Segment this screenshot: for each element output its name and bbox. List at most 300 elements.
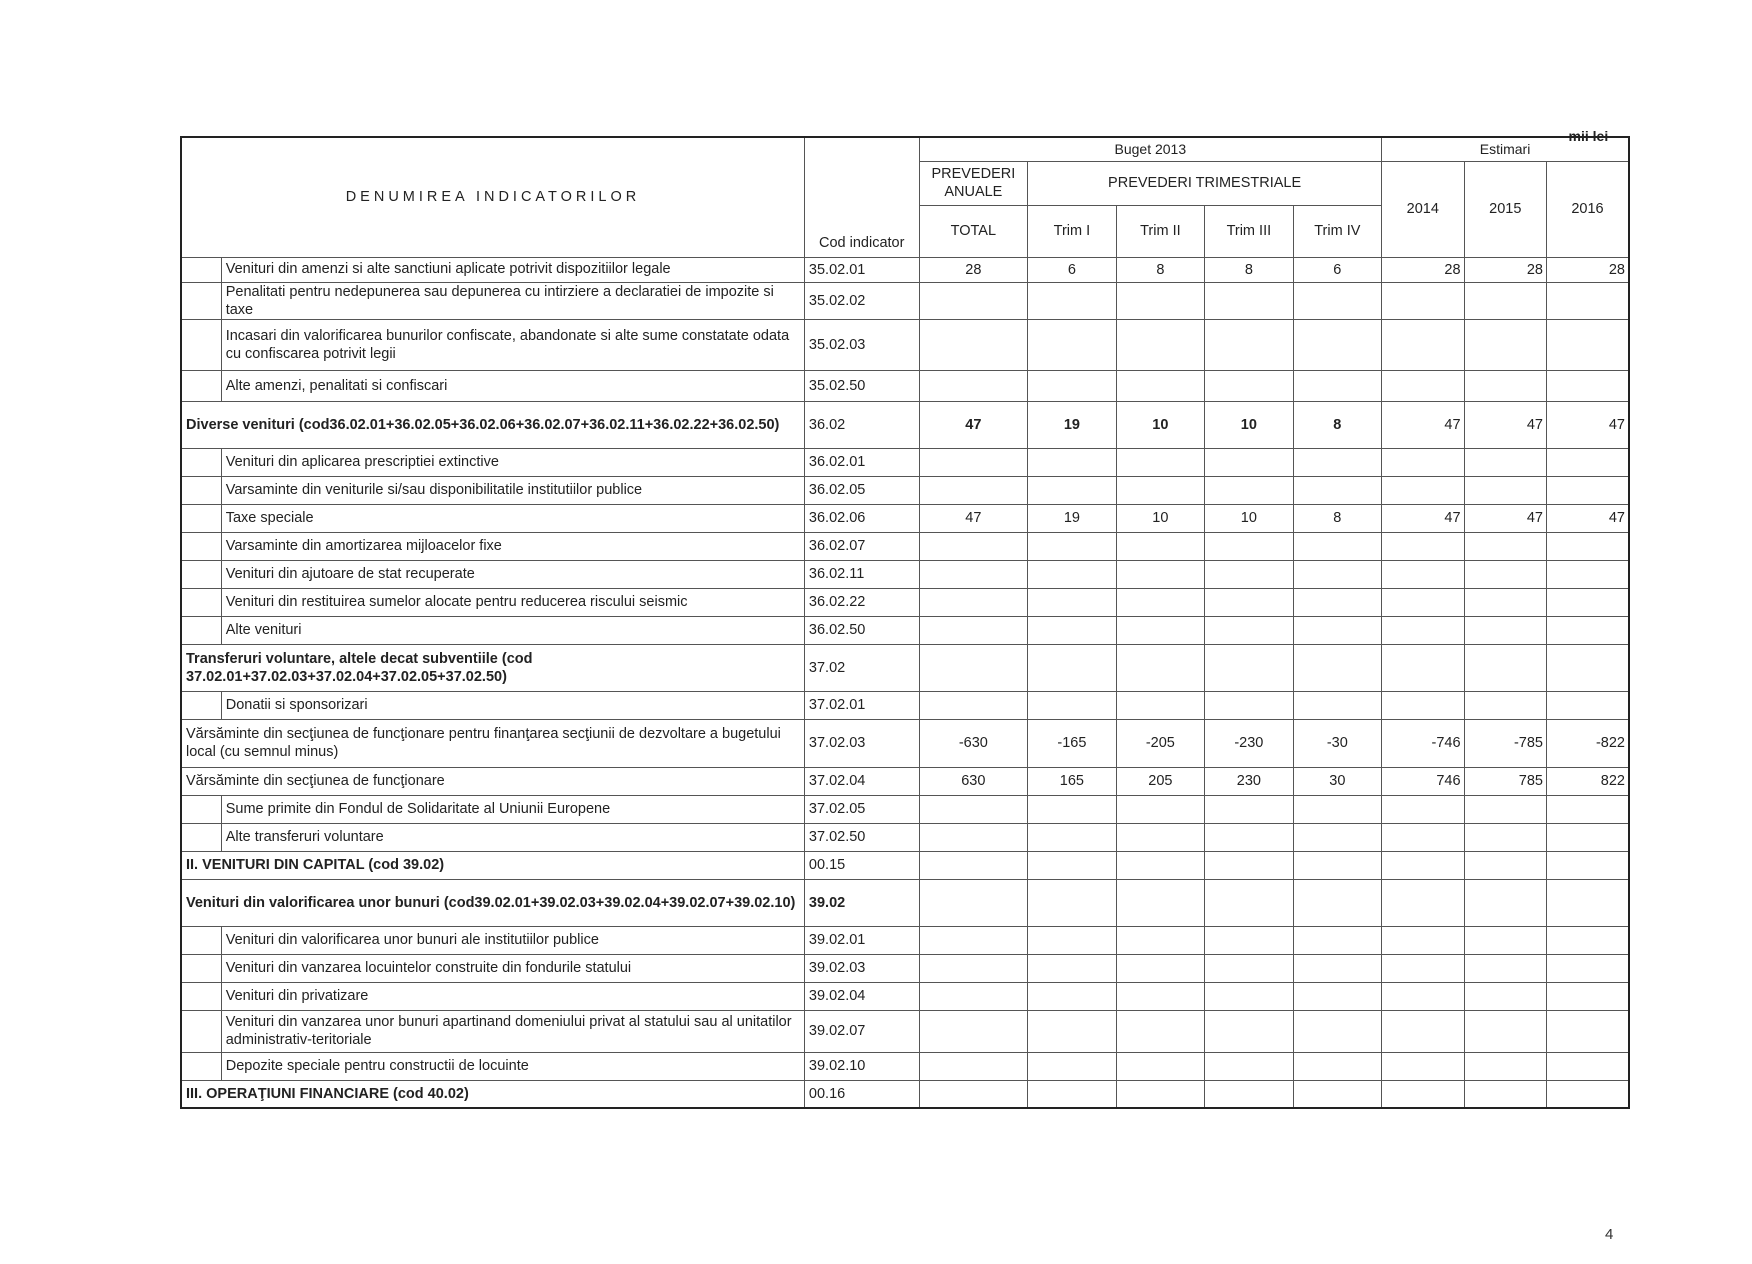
trim2-cell xyxy=(1116,954,1204,982)
indicator-name: Venituri din aplicarea prescriptiei extinctive xyxy=(221,448,804,476)
trim2-cell xyxy=(1116,1052,1204,1080)
indent-cell xyxy=(181,282,221,319)
table-row xyxy=(181,1080,1629,1108)
total-cell xyxy=(919,319,1028,370)
trim2-cell: 10 xyxy=(1116,401,1204,448)
total-cell xyxy=(919,476,1028,504)
trim3-cell xyxy=(1205,644,1293,691)
trim3-cell: -230 xyxy=(1205,719,1293,767)
trim3-cell xyxy=(1205,926,1293,954)
trim3-cell xyxy=(1205,1080,1293,1108)
trim2-cell xyxy=(1116,1080,1204,1108)
indicator-code: 39.02.04 xyxy=(804,982,919,1010)
trim1-cell xyxy=(1028,448,1116,476)
trim3-cell xyxy=(1205,954,1293,982)
trim2-cell: -205 xyxy=(1116,719,1204,767)
indent-cell xyxy=(181,795,221,823)
estimate-2015-cell xyxy=(1464,532,1546,560)
trim2-cell xyxy=(1116,823,1204,851)
indicator-name: Venituri din privatizare xyxy=(221,982,804,1010)
estimate-2014-cell xyxy=(1382,823,1464,851)
estimate-2016-cell xyxy=(1546,1080,1629,1108)
trim1-cell xyxy=(1028,926,1116,954)
table-row xyxy=(181,532,1629,560)
indicator-code: 39.02.03 xyxy=(804,954,919,982)
table-row xyxy=(181,982,1629,1010)
estimate-2015-cell xyxy=(1464,1052,1546,1080)
estimate-2014-cell xyxy=(1382,282,1464,319)
indent-cell xyxy=(181,616,221,644)
trim4-cell: -30 xyxy=(1293,719,1381,767)
indicator-code: 36.02.01 xyxy=(804,448,919,476)
indent-cell xyxy=(181,504,221,532)
indent-cell xyxy=(181,319,221,370)
table-header xyxy=(181,137,1629,257)
trim3-cell xyxy=(1205,448,1293,476)
trim4-cell xyxy=(1293,879,1381,926)
table-row xyxy=(181,588,1629,616)
trim1-cell xyxy=(1028,954,1116,982)
trim3-cell xyxy=(1205,616,1293,644)
estimate-2014-cell xyxy=(1382,448,1464,476)
trim2-cell xyxy=(1116,879,1204,926)
trim4-cell xyxy=(1293,532,1381,560)
trim4-cell xyxy=(1293,926,1381,954)
indicator-code: 36.02.06 xyxy=(804,504,919,532)
indent-cell xyxy=(181,588,221,616)
trim3-cell xyxy=(1205,1052,1293,1080)
buget-header: Buget 2013 xyxy=(919,137,1382,161)
indent-cell xyxy=(181,476,221,504)
trim2-cell xyxy=(1116,476,1204,504)
estimate-2016-cell xyxy=(1546,954,1629,982)
estimate-2016-cell xyxy=(1546,448,1629,476)
indicator-name: Donatii si sponsorizari xyxy=(221,691,804,719)
trim4-cell xyxy=(1293,1010,1381,1052)
estimate-2015-cell xyxy=(1464,954,1546,982)
page-number: 4 xyxy=(1605,1226,1614,1243)
trim3-cell xyxy=(1205,560,1293,588)
table-body xyxy=(181,257,1629,1108)
estimate-2015-cell: 47 xyxy=(1464,401,1546,448)
trim1-cell: 19 xyxy=(1028,504,1116,532)
estimate-2014-cell xyxy=(1382,691,1464,719)
indicator-code: 35.02.03 xyxy=(804,319,919,370)
total-cell xyxy=(919,982,1028,1010)
indicator-code: 37.02.04 xyxy=(804,767,919,795)
estimate-2014-cell xyxy=(1382,588,1464,616)
indicator-code: 39.02 xyxy=(804,879,919,926)
estimate-2015-cell xyxy=(1464,879,1546,926)
table-row xyxy=(181,616,1629,644)
estimate-2016-cell xyxy=(1546,691,1629,719)
trim2-cell xyxy=(1116,370,1204,401)
trim1-cell xyxy=(1028,1010,1116,1052)
trim4-cell xyxy=(1293,982,1381,1010)
indicator-code: 37.02.01 xyxy=(804,691,919,719)
indicator-name: III. OPERAŢIUNI FINANCIARE (cod 40.02) xyxy=(181,1080,804,1108)
indicator-code: 35.02.50 xyxy=(804,370,919,401)
estimate-2015-cell xyxy=(1464,588,1546,616)
trim1-cell xyxy=(1028,370,1116,401)
trim4-cell xyxy=(1293,691,1381,719)
trim4-cell xyxy=(1293,588,1381,616)
estimate-2014-cell xyxy=(1382,1010,1464,1052)
estimate-2016-cell: 47 xyxy=(1546,401,1629,448)
estimate-2015-cell xyxy=(1464,282,1546,319)
indicator-name: Varsaminte din amortizarea mijloacelor fixe xyxy=(221,532,804,560)
estimate-2014-cell xyxy=(1382,476,1464,504)
indicator-name: Vărsăminte din secţiunea de funcţionare xyxy=(181,767,804,795)
trim3-cell: 230 xyxy=(1205,767,1293,795)
trim2-cell xyxy=(1116,982,1204,1010)
indicator-name: Venituri din restituirea sumelor alocate pentru reducerea riscului seismic xyxy=(221,588,804,616)
indent-cell xyxy=(181,982,221,1010)
table-row xyxy=(181,370,1629,401)
table-row xyxy=(181,282,1629,319)
trim1-cell xyxy=(1028,1052,1116,1080)
trim3-header: Trim III xyxy=(1205,205,1293,257)
estimate-2014-cell xyxy=(1382,879,1464,926)
total-cell xyxy=(919,282,1028,319)
estimate-2014-cell: 47 xyxy=(1382,504,1464,532)
budget-table xyxy=(180,136,1630,1109)
trim3-cell: 8 xyxy=(1205,257,1293,282)
cod-header: Cod indicator xyxy=(804,137,919,257)
trim2-cell: 205 xyxy=(1116,767,1204,795)
trim1-cell xyxy=(1028,823,1116,851)
trim4-cell: 8 xyxy=(1293,504,1381,532)
indicator-name: Alte venituri xyxy=(221,616,804,644)
trim1-cell xyxy=(1028,319,1116,370)
indent-cell xyxy=(181,257,221,282)
trim4-cell xyxy=(1293,476,1381,504)
estimate-2015-cell xyxy=(1464,370,1546,401)
indicator-name: Venituri din valorificarea unor bunuri (cod39.02.01+39.02.03+39.02.04+39.02.07+39.02.10) xyxy=(181,879,804,926)
estimate-2016-cell xyxy=(1546,926,1629,954)
trim1-cell xyxy=(1028,644,1116,691)
total-cell: 630 xyxy=(919,767,1028,795)
trim4-cell xyxy=(1293,795,1381,823)
trim3-cell xyxy=(1205,851,1293,879)
estimate-2016-cell: 28 xyxy=(1546,257,1629,282)
table-row xyxy=(181,1052,1629,1080)
indicator-name: Incasari din valorificarea bunurilor confiscate, abandonate si alte sume constatate odata cu confiscarea potrivit legii xyxy=(221,319,804,370)
estimate-2015-cell: 785 xyxy=(1464,767,1546,795)
trim3-cell xyxy=(1205,879,1293,926)
trim2-cell xyxy=(1116,560,1204,588)
indent-cell xyxy=(181,532,221,560)
trim3-cell xyxy=(1205,588,1293,616)
prevederi-anuale-header: PREVEDERI ANUALE xyxy=(919,161,1028,205)
trim2-cell xyxy=(1116,532,1204,560)
indicator-name: Venituri din amenzi si alte sanctiuni aplicate potrivit dispozitiilor legale xyxy=(221,257,804,282)
estimari-header: Estimari xyxy=(1382,137,1629,161)
trim1-cell xyxy=(1028,879,1116,926)
indicator-code: 00.15 xyxy=(804,851,919,879)
indent-cell xyxy=(181,954,221,982)
trim2-cell xyxy=(1116,448,1204,476)
trim4-cell xyxy=(1293,282,1381,319)
estimate-2014-cell xyxy=(1382,1080,1464,1108)
indicator-code: 37.02.03 xyxy=(804,719,919,767)
indent-cell xyxy=(181,691,221,719)
table-row xyxy=(181,767,1629,795)
table-row xyxy=(181,1010,1629,1052)
year-2015-header: 2015 xyxy=(1464,161,1546,257)
trim3-cell xyxy=(1205,795,1293,823)
trim3-cell xyxy=(1205,319,1293,370)
trim2-cell xyxy=(1116,795,1204,823)
indicator-name: II. VENITURI DIN CAPITAL (cod 39.02) xyxy=(181,851,804,879)
estimate-2014-cell xyxy=(1382,532,1464,560)
trim1-cell xyxy=(1028,1080,1116,1108)
indicator-name: Venituri din valorificarea unor bunuri ale institutiilor publice xyxy=(221,926,804,954)
indent-cell xyxy=(181,448,221,476)
table-row xyxy=(181,691,1629,719)
trim2-cell xyxy=(1116,616,1204,644)
indicator-code: 36.02.05 xyxy=(804,476,919,504)
estimate-2016-cell xyxy=(1546,644,1629,691)
estimate-2014-cell xyxy=(1382,616,1464,644)
estimate-2016-cell xyxy=(1546,476,1629,504)
trim3-cell xyxy=(1205,823,1293,851)
estimate-2014-cell xyxy=(1382,370,1464,401)
estimate-2016-cell xyxy=(1546,1052,1629,1080)
indicator-name: Vărsăminte din secţiunea de funcţionare pentru finanţarea secţiunii de dezvoltare a bugetului local (cu semnul minus) xyxy=(181,719,804,767)
estimate-2014-cell: 746 xyxy=(1382,767,1464,795)
estimate-2014-cell xyxy=(1382,1052,1464,1080)
estimate-2015-cell xyxy=(1464,616,1546,644)
estimate-2016-cell xyxy=(1546,616,1629,644)
table-row xyxy=(181,319,1629,370)
trim3-cell xyxy=(1205,370,1293,401)
indent-cell xyxy=(181,560,221,588)
table-row xyxy=(181,823,1629,851)
trim4-cell xyxy=(1293,823,1381,851)
indent-cell xyxy=(181,1052,221,1080)
table-row xyxy=(181,257,1629,282)
trim2-header: Trim II xyxy=(1116,205,1204,257)
trim3-cell xyxy=(1205,282,1293,319)
estimate-2014-cell xyxy=(1382,795,1464,823)
estimate-2014-cell: 47 xyxy=(1382,401,1464,448)
indicator-name: Diverse venituri (cod36.02.01+36.02.05+36.02.06+36.02.07+36.02.11+36.02.22+36.02.50) xyxy=(181,401,804,448)
indent-cell xyxy=(181,823,221,851)
trim1-cell xyxy=(1028,691,1116,719)
trim1-cell xyxy=(1028,851,1116,879)
indicator-name: Venituri din ajutoare de stat recuperate xyxy=(221,560,804,588)
estimate-2015-cell xyxy=(1464,851,1546,879)
indicator-code: 37.02.05 xyxy=(804,795,919,823)
table-row xyxy=(181,851,1629,879)
trim1-cell xyxy=(1028,476,1116,504)
total-cell: 28 xyxy=(919,257,1028,282)
total-cell xyxy=(919,1010,1028,1052)
indicator-name: Depozite speciale pentru constructii de locuinte xyxy=(221,1052,804,1080)
trim1-cell xyxy=(1028,795,1116,823)
trim4-cell: 8 xyxy=(1293,401,1381,448)
estimate-2014-cell xyxy=(1382,319,1464,370)
estimate-2015-cell xyxy=(1464,1080,1546,1108)
trim1-cell: 6 xyxy=(1028,257,1116,282)
trim2-cell xyxy=(1116,926,1204,954)
trim2-cell xyxy=(1116,691,1204,719)
indicator-name: Taxe speciale xyxy=(221,504,804,532)
trim1-cell xyxy=(1028,588,1116,616)
trim1-cell: 19 xyxy=(1028,401,1116,448)
trim4-cell xyxy=(1293,851,1381,879)
total-cell: -630 xyxy=(919,719,1028,767)
total-cell xyxy=(919,851,1028,879)
total-cell xyxy=(919,616,1028,644)
estimate-2015-cell xyxy=(1464,823,1546,851)
indicator-name: Alte amenzi, penalitati si confiscari xyxy=(221,370,804,401)
estimate-2014-cell xyxy=(1382,982,1464,1010)
trim4-cell xyxy=(1293,1052,1381,1080)
indent-cell xyxy=(181,926,221,954)
estimate-2016-cell: -822 xyxy=(1546,719,1629,767)
estimate-2014-cell xyxy=(1382,644,1464,691)
estimate-2016-cell xyxy=(1546,588,1629,616)
year-2016-header: 2016 xyxy=(1546,161,1629,257)
trim2-cell xyxy=(1116,282,1204,319)
trim4-cell xyxy=(1293,319,1381,370)
total-cell xyxy=(919,448,1028,476)
estimate-2016-cell xyxy=(1546,532,1629,560)
trim4-cell xyxy=(1293,560,1381,588)
estimate-2015-cell xyxy=(1464,476,1546,504)
estimate-2016-cell: 822 xyxy=(1546,767,1629,795)
trim4-cell xyxy=(1293,370,1381,401)
estimate-2014-cell: -746 xyxy=(1382,719,1464,767)
estimate-2016-cell xyxy=(1546,370,1629,401)
trim1-cell: 165 xyxy=(1028,767,1116,795)
trim3-cell xyxy=(1205,691,1293,719)
table-row xyxy=(181,448,1629,476)
trim4-cell xyxy=(1293,1080,1381,1108)
total-cell xyxy=(919,644,1028,691)
estimate-2015-cell: 47 xyxy=(1464,504,1546,532)
table-row xyxy=(181,795,1629,823)
year-2014-header: 2014 xyxy=(1382,161,1464,257)
unit-label: - mii lei - xyxy=(1560,128,1617,144)
estimate-2016-cell xyxy=(1546,879,1629,926)
total-header: TOTAL xyxy=(919,205,1028,257)
trim1-header: Trim I xyxy=(1028,205,1116,257)
trim2-cell: 10 xyxy=(1116,504,1204,532)
indicator-code: 39.02.10 xyxy=(804,1052,919,1080)
total-cell xyxy=(919,823,1028,851)
trim3-cell xyxy=(1205,982,1293,1010)
table-row xyxy=(181,401,1629,448)
trim4-cell xyxy=(1293,448,1381,476)
trim1-cell: -165 xyxy=(1028,719,1116,767)
indicator-name: Venituri din vanzarea locuintelor construite din fondurile statului xyxy=(221,954,804,982)
indicator-code: 36.02 xyxy=(804,401,919,448)
indicator-code: 39.02.07 xyxy=(804,1010,919,1052)
trim3-cell xyxy=(1205,532,1293,560)
indicator-code: 36.02.50 xyxy=(804,616,919,644)
total-cell xyxy=(919,954,1028,982)
table-row xyxy=(181,926,1629,954)
trim3-cell xyxy=(1205,476,1293,504)
total-cell xyxy=(919,691,1028,719)
estimate-2015-cell xyxy=(1464,644,1546,691)
trim4-cell xyxy=(1293,644,1381,691)
indicator-code: 35.02.01 xyxy=(804,257,919,282)
trim4-cell xyxy=(1293,616,1381,644)
indicator-code: 39.02.01 xyxy=(804,926,919,954)
estimate-2014-cell xyxy=(1382,560,1464,588)
estimate-2016-cell xyxy=(1546,823,1629,851)
trim3-cell: 10 xyxy=(1205,401,1293,448)
estimate-2016-cell xyxy=(1546,795,1629,823)
table-row xyxy=(181,560,1629,588)
trim1-cell xyxy=(1028,616,1116,644)
estimate-2015-cell: 28 xyxy=(1464,257,1546,282)
indicator-name: Venituri din vanzarea unor bunuri apartinand domeniului privat al statului sau al unitatilor administrativ-teritoriale xyxy=(221,1010,804,1052)
indicator-name: Varsaminte din veniturile si/sau disponibilitatile institutiilor publice xyxy=(221,476,804,504)
total-cell: 47 xyxy=(919,504,1028,532)
total-cell xyxy=(919,370,1028,401)
denumire-header: DENUMIREA INDICATORILOR xyxy=(181,137,804,257)
total-cell xyxy=(919,926,1028,954)
estimate-2014-cell xyxy=(1382,926,1464,954)
indicator-code: 36.02.11 xyxy=(804,560,919,588)
indicator-name: Sume primite din Fondul de Solidaritate al Uniunii Europene xyxy=(221,795,804,823)
total-cell xyxy=(919,560,1028,588)
table-row xyxy=(181,476,1629,504)
trim1-cell xyxy=(1028,282,1116,319)
estimate-2015-cell xyxy=(1464,1010,1546,1052)
estimate-2016-cell xyxy=(1546,851,1629,879)
trim1-cell xyxy=(1028,982,1116,1010)
indicator-name: Transferuri voluntare, altele decat subventiile (cod 37.02.01+37.02.03+37.02.04+37.02.05+37.02.50) xyxy=(181,644,804,691)
indicator-name: Penalitati pentru nedepunerea sau depunerea cu intirziere a declaratiei de impozite si taxe xyxy=(221,282,804,319)
indicator-name: Alte transferuri voluntare xyxy=(221,823,804,851)
indicator-code: 35.02.02 xyxy=(804,282,919,319)
estimate-2014-cell xyxy=(1382,954,1464,982)
indicator-code: 36.02.07 xyxy=(804,532,919,560)
trim3-cell xyxy=(1205,1010,1293,1052)
table-row xyxy=(181,879,1629,926)
trim4-cell: 6 xyxy=(1293,257,1381,282)
trim4-header: Trim IV xyxy=(1293,205,1381,257)
trim2-cell xyxy=(1116,851,1204,879)
estimate-2015-cell xyxy=(1464,560,1546,588)
table-row xyxy=(181,504,1629,532)
estimate-2015-cell: -785 xyxy=(1464,719,1546,767)
total-cell xyxy=(919,588,1028,616)
trim1-cell xyxy=(1028,532,1116,560)
estimate-2015-cell xyxy=(1464,795,1546,823)
estimate-2014-cell xyxy=(1382,851,1464,879)
table-row xyxy=(181,719,1629,767)
total-cell xyxy=(919,879,1028,926)
indent-cell xyxy=(181,370,221,401)
estimate-2015-cell xyxy=(1464,319,1546,370)
estimate-2016-cell xyxy=(1546,982,1629,1010)
prevederi-trimestriale-header: PREVEDERI TRIMESTRIALE xyxy=(1028,161,1382,205)
trim2-cell xyxy=(1116,319,1204,370)
indicator-code: 37.02.50 xyxy=(804,823,919,851)
indent-cell xyxy=(181,1010,221,1052)
trim2-cell xyxy=(1116,644,1204,691)
estimate-2015-cell xyxy=(1464,982,1546,1010)
table-row xyxy=(181,644,1629,691)
estimate-2015-cell xyxy=(1464,926,1546,954)
